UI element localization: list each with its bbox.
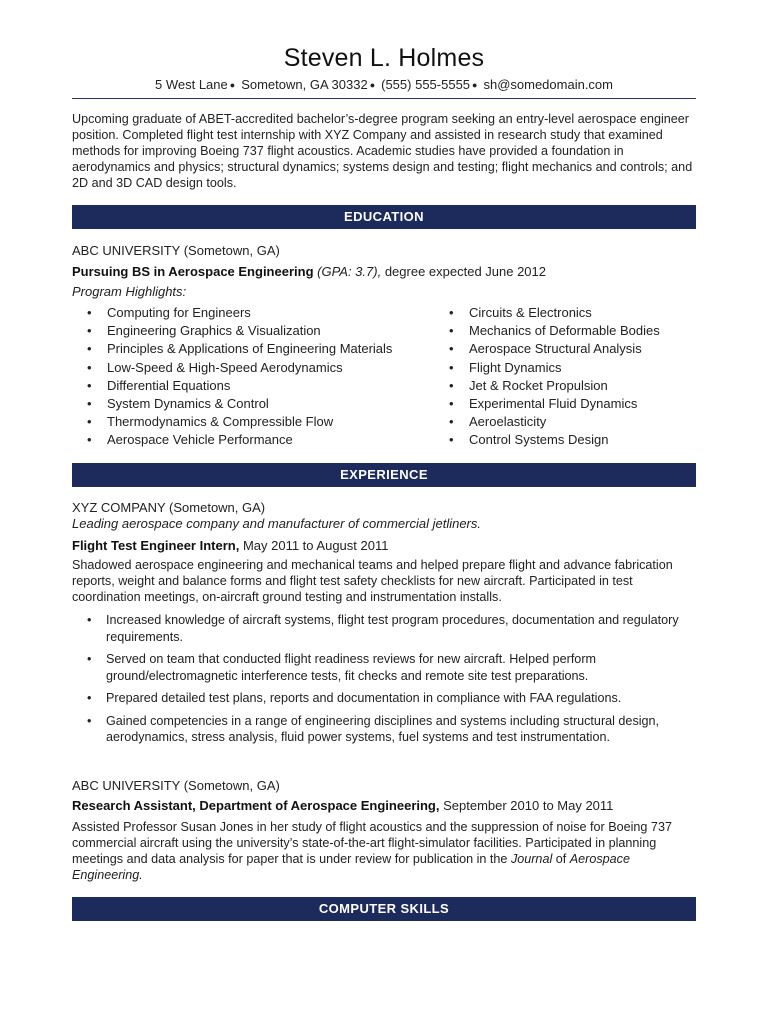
email-link[interactable]: sh@somedomain.com <box>483 77 613 92</box>
job1-title: Flight Test Engineer Intern, <box>72 538 240 553</box>
list-item: • Gained competencies in a range of engineering disciplines and systems including structural design, aerodynamics, stress analysis, fluid power systems, fuel systems and test instrumentation. <box>72 713 696 746</box>
list-item: • System Dynamics & Control <box>72 395 442 413</box>
highlights-right-list <box>434 304 696 450</box>
degree-gpa: (GPA: 3.7), <box>317 264 382 279</box>
list-item: • Aerospace Vehicle Performance <box>72 431 442 449</box>
education-degree-line <box>72 264 546 279</box>
contact-line <box>0 77 768 92</box>
city: Sometown, GA 30332 <box>241 77 368 92</box>
list-item: • Differential Equations <box>72 377 442 395</box>
list-item: • Aeroelasticity <box>434 413 696 431</box>
list-item: • Engineering Graphics & Visualization <box>72 322 442 340</box>
job2-description <box>72 819 696 883</box>
bullet-separator: ● <box>472 80 478 90</box>
job1-bullets <box>72 612 696 746</box>
list-item: • Mechanics of Deformable Bodies <box>434 322 696 340</box>
list-item: • Increased knowledge of aircraft systems, flight test program procedures, documentation and regulatory requirements. <box>72 612 696 645</box>
job1-tagline: Leading aerospace company and manufacturer of commercial jetliners. <box>72 516 481 531</box>
list-item: • Experimental Fluid Dynamics <box>434 395 696 413</box>
summary-paragraph: Upcoming graduate of ABET-accredited bachelor’s-degree program seeking an entry-level aerospace engineer position. Completed flight test internship with XYZ Company and assisted in research study that examined methods for improving Boeing 737 flight acoustics. Academic studies have provided a foundation in aerodynamics and physics; structural dynamics; systems design and testing; flight mechanics and controls; and 2D and 3D CAD design tools. <box>72 112 693 190</box>
experience-heading: EXPERIENCE <box>72 463 696 487</box>
address: 5 West Lane <box>155 77 228 92</box>
list-item: • Thermodynamics & Compressible Flow <box>72 413 442 431</box>
job1-dates: May 2011 to August 2011 <box>239 538 389 553</box>
journal-word: Journal <box>510 852 553 866</box>
list-item: • Jet & Rocket Propulsion <box>434 377 696 395</box>
computer-skills-heading: COMPUTER SKILLS <box>72 897 696 921</box>
job2-company: ABC UNIVERSITY (Sometown, GA) <box>72 778 280 793</box>
degree-name: Pursuing BS in Aerospace Engineering <box>72 264 314 279</box>
degree-expected: degree expected June 2012 <box>381 264 547 279</box>
list-item: • Aerospace Structural Analysis <box>434 340 696 358</box>
bullet-separator: ● <box>229 80 236 90</box>
of-word: of <box>552 852 570 866</box>
program-highlights-label: Program Highlights: <box>72 284 187 299</box>
job2-dates: September 2010 to May 2011 <box>439 798 614 813</box>
job1-title-line <box>72 538 388 553</box>
publication-name: Aerospace Engineering. <box>72 852 630 882</box>
job1-description: Shadowed aerospace engineering and mechanical teams and helped prepare flight and advance fabrication reports, weight and balance forms and flight test safety checklists for new aircraft. Participated in test coordination meetings, on-aircraft ground testing and instrumentation installs. <box>72 558 673 604</box>
list-item: • Principles & Applications of Engineering Materials <box>72 340 442 358</box>
list-item: • Low-Speed & High-Speed Aerodynamics <box>72 359 442 377</box>
job2-title-line <box>72 798 613 813</box>
list-item: • Computing for Engineers <box>72 304 442 322</box>
job2-description-text: Assisted Professor Susan Jones in her study of flight acoustics and the suppression of noise for Boeing 737 commercial aircraft using the university’s state-of-the-art flight-simulator facilities. Participated in planning meetings and data analysis for paper that is under review for publication in the <box>72 820 672 866</box>
list-item: • Circuits & Electronics <box>434 304 696 322</box>
list-item: • Prepared detailed test plans, reports and documentation in compliance with FAA regulations. <box>72 690 696 707</box>
job2-title: Research Assistant, Department of Aerospace Engineering, <box>72 798 440 813</box>
header-divider <box>72 98 696 99</box>
list-item: • Served on team that conducted flight readiness reviews for new aircraft. Helped perform ground/electromagnetic interference tests, fit checks and remote site test preparations. <box>72 651 696 684</box>
list-item: • Control Systems Design <box>434 431 696 449</box>
highlights-left-list <box>72 304 442 450</box>
candidate-name: Steven L. Holmes <box>283 44 485 72</box>
education-school: ABC UNIVERSITY (Sometown, GA) <box>72 243 280 258</box>
list-item: • Flight Dynamics <box>434 359 696 377</box>
phone: (555) 555-5555 <box>381 77 471 92</box>
bullet-separator: ● <box>369 80 376 90</box>
education-heading: EDUCATION <box>72 205 696 229</box>
job1-company: XYZ COMPANY (Sometown, GA) <box>72 500 266 515</box>
